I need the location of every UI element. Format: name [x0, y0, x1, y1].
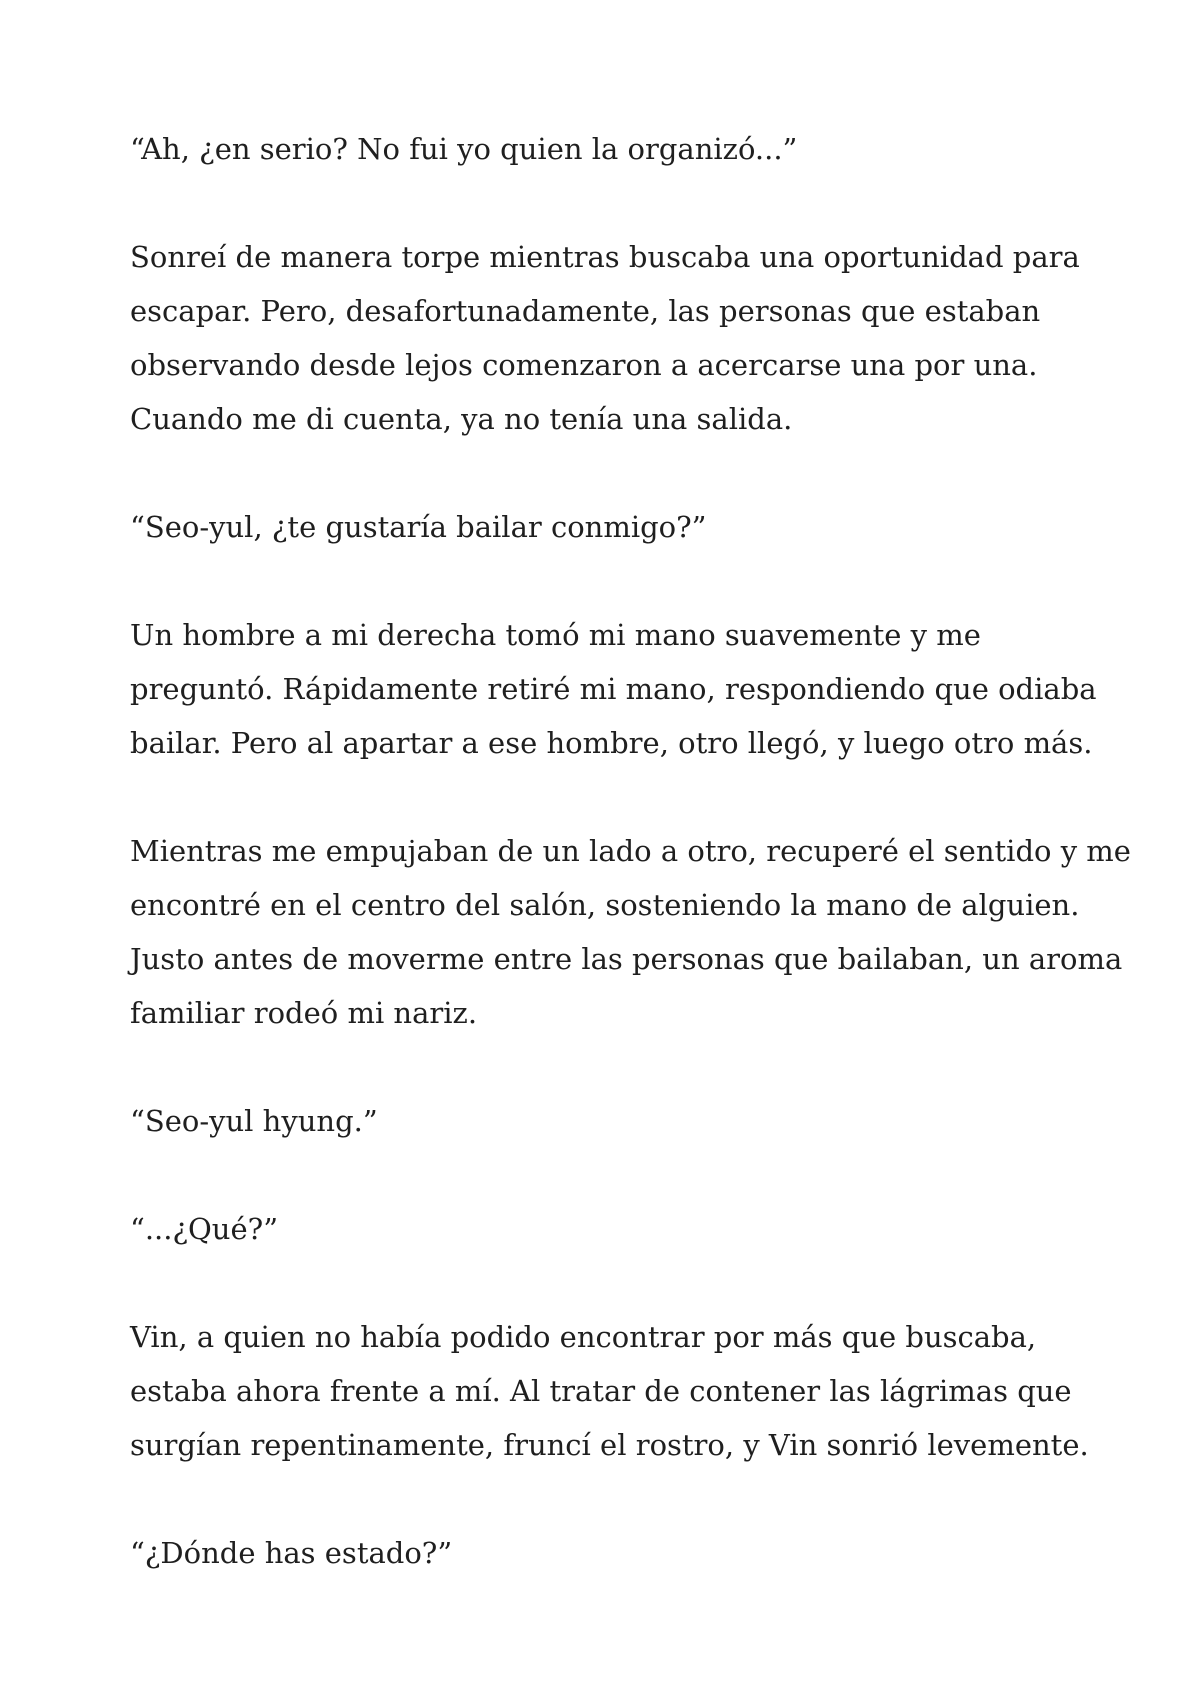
- text-line: Sonreí de manera torpe mientras buscaba una oportunidad para: [130, 240, 1080, 274]
- text-line: Vin, a quien no había podido encontrar por más que buscaba,: [130, 1320, 1037, 1354]
- text-line: escapar. Pero, desafortunadamente, las personas que estaban: [130, 294, 1041, 328]
- text-line: bailar. Pero al apartar a ese hombre, otro llegó, y luego otro más.: [130, 726, 1093, 760]
- dialogue-paragraph: [130, 122, 1090, 176]
- text-line: Cuando me di cuenta, ya no tenía una salida.: [130, 402, 793, 436]
- text-line: “...¿Qué?”: [130, 1212, 279, 1246]
- text-line: estaba ahora frente a mí. Al tratar de contener las lágrimas que: [130, 1374, 1072, 1408]
- text-line: Mientras me empujaban de un lado a otro, recuperé el sentido y me: [130, 834, 1131, 868]
- text-line: “Ah, ¿en serio? No fui yo quien la organizó...”: [130, 132, 798, 166]
- text-line: observando desde lejos comenzaron a acercarse una por una.: [130, 348, 1038, 382]
- text-line: Justo antes de moverme entre las personas que bailaban, un aroma: [130, 942, 1123, 976]
- dialogue-paragraph: [130, 1094, 1090, 1148]
- text-line: surgían repentinamente, fruncí el rostro, y Vin sonrió levemente.: [130, 1428, 1089, 1462]
- text-line: “Seo-yul hyung.”: [130, 1104, 378, 1138]
- text-line: preguntó. Rápidamente retiré mi mano, respondiendo que odiaba: [130, 672, 1097, 706]
- text-line: encontré en el centro del salón, sosteniendo la mano de alguien.: [130, 888, 1080, 922]
- narration-paragraph: [130, 1310, 1090, 1472]
- dialogue-paragraph: [130, 1526, 1090, 1580]
- text-line: “¿Dónde has estado?”: [130, 1536, 453, 1570]
- narration-paragraph: [130, 608, 1097, 770]
- text-line: familiar rodeó mi nariz.: [130, 996, 478, 1030]
- narration-paragraph: [130, 824, 1131, 1040]
- dialogue-paragraph: [130, 500, 1090, 554]
- narration-paragraph: [130, 230, 1090, 446]
- text-line: “Seo-yul, ¿te gustaría bailar conmigo?”: [130, 510, 707, 544]
- story-text: [130, 122, 1131, 1580]
- text-line: Un hombre a mi derecha tomó mi mano suavemente y me: [130, 618, 981, 652]
- dialogue-paragraph: [130, 1202, 1090, 1256]
